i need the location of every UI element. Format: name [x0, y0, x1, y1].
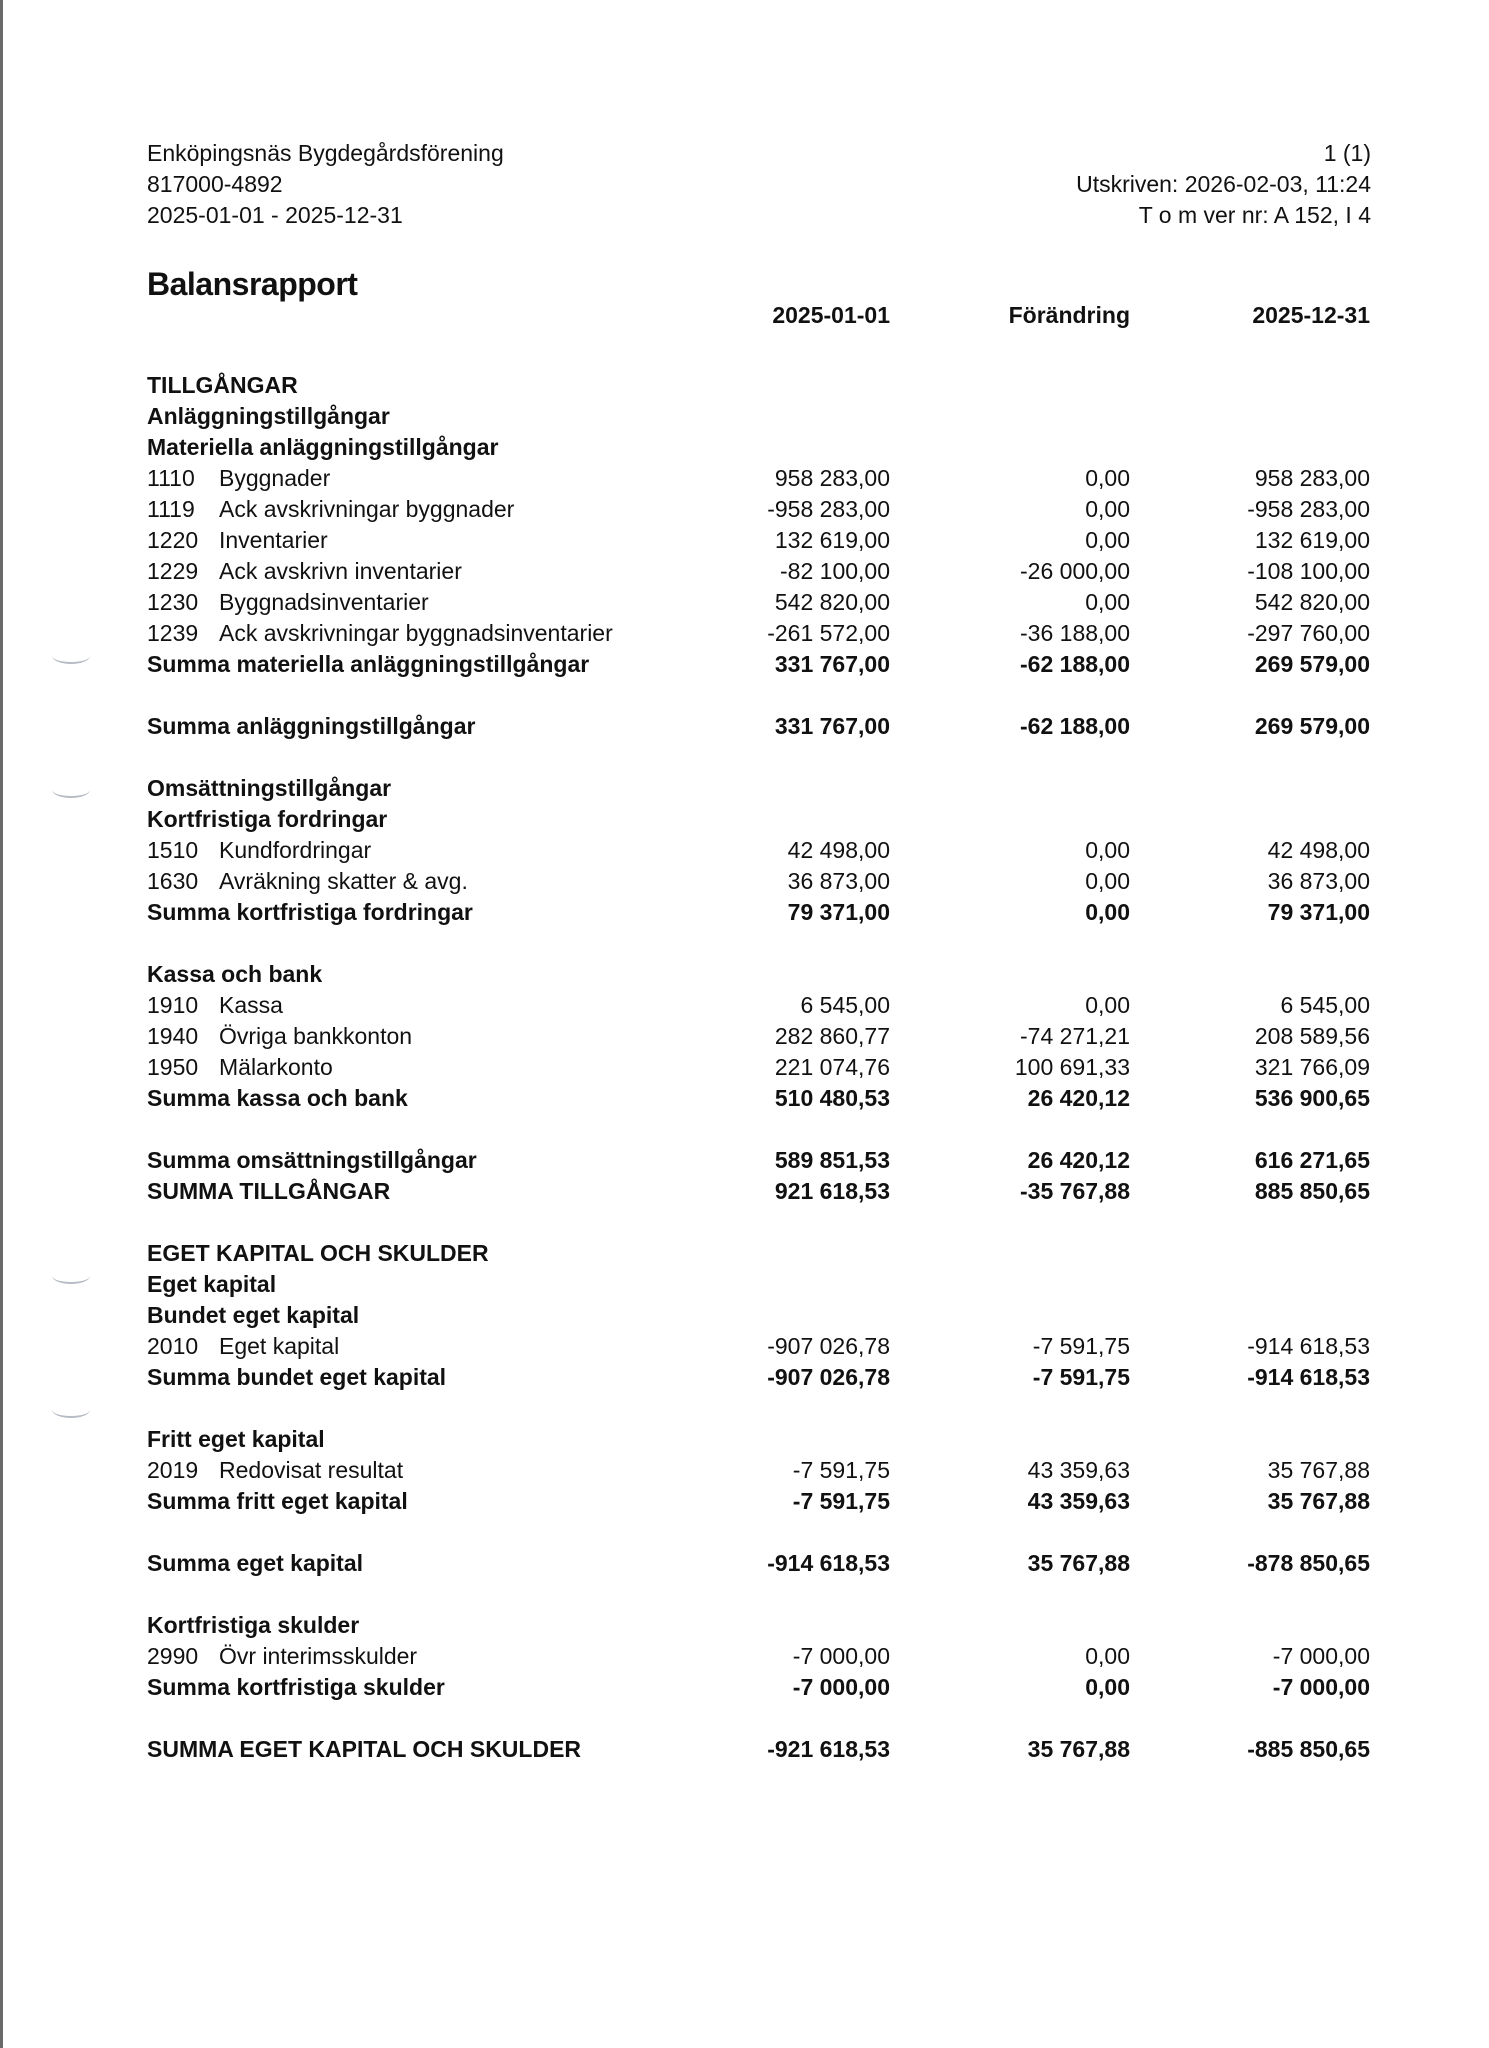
account-number: 1950 [147, 1054, 199, 1080]
row-label: Summa eget kapital [147, 1550, 364, 1576]
account-row [147, 1021, 1370, 1052]
account-row [147, 587, 1370, 618]
value-change: -74 271,21 [1020, 1023, 1130, 1049]
row-label [147, 525, 328, 556]
row-label [147, 990, 283, 1021]
value-closing: -914 618,53 [1247, 1364, 1370, 1390]
value-change: 0,00 [1085, 465, 1130, 491]
account-number: 1229 [147, 558, 199, 584]
row-label: Summa materiella anläggningstillgångar [147, 651, 590, 677]
value-change: 0,00 [1085, 527, 1130, 553]
value-opening: -7 000,00 [792, 1643, 890, 1669]
value-opening: 42 498,00 [787, 837, 890, 863]
sum-row [147, 1083, 1370, 1114]
row-spacer [147, 1114, 1370, 1145]
value-change: 0,00 [1085, 496, 1130, 522]
value-closing: -7 000,00 [1272, 1643, 1370, 1669]
value-opening: -7 591,75 [792, 1488, 890, 1514]
row-label [147, 1455, 403, 1486]
account-row [147, 463, 1370, 494]
value-closing: 208 589,56 [1254, 1023, 1370, 1049]
row-label: EGET KAPITAL OCH SKULDER [147, 1240, 489, 1266]
value-closing: -958 283,00 [1247, 496, 1370, 522]
account-name: Ack avskrivningar byggnadsinventarier [219, 620, 613, 646]
value-closing: 542 820,00 [1254, 589, 1370, 615]
account-number: 1119 [147, 496, 195, 522]
row-label: SUMMA TILLGÅNGAR [147, 1178, 391, 1204]
section-heading-row [147, 1269, 1370, 1300]
value-closing: 616 271,65 [1254, 1147, 1370, 1173]
document-header-left [147, 138, 504, 231]
value-closing: 6 545,00 [1280, 992, 1370, 1018]
sum-row [147, 1734, 1370, 1765]
value-closing: -7 000,00 [1272, 1674, 1370, 1700]
value-change: 100 691,33 [1014, 1054, 1130, 1080]
value-change: 0,00 [1085, 837, 1130, 863]
row-spacer [147, 680, 1370, 711]
value-opening: 36 873,00 [787, 868, 890, 894]
value-opening: 6 545,00 [800, 992, 890, 1018]
punch-hole-mark [52, 648, 90, 664]
sum-row [147, 1176, 1370, 1207]
value-closing: 321 766,09 [1254, 1054, 1370, 1080]
value-opening: -7 000,00 [792, 1674, 890, 1700]
account-row [147, 1641, 1370, 1672]
value-closing: 958 283,00 [1254, 465, 1370, 491]
account-name: Mälarkonto [219, 1054, 333, 1080]
value-closing: -885 850,65 [1247, 1736, 1370, 1762]
row-spacer [147, 1393, 1370, 1424]
value-change: -26 000,00 [1020, 558, 1130, 584]
account-number: 1940 [147, 1023, 199, 1049]
account-number: 1230 [147, 589, 199, 615]
sum-row [147, 649, 1370, 680]
value-closing: 36 873,00 [1267, 868, 1370, 894]
value-opening: 542 820,00 [774, 589, 890, 615]
sum-row [147, 897, 1370, 928]
value-opening: -914 618,53 [767, 1550, 890, 1576]
account-number: 1510 [147, 837, 199, 863]
value-closing: -878 850,65 [1247, 1550, 1370, 1576]
section-heading-row [147, 773, 1370, 804]
value-change: 0,00 [1085, 1674, 1130, 1700]
account-name: Kundfordringar [219, 837, 372, 863]
account-row [147, 1052, 1370, 1083]
account-name: Byggnader [219, 465, 331, 491]
page-number: 1 (1) [1323, 140, 1371, 166]
row-label: Anläggningstillgångar [147, 403, 390, 429]
balance-table [147, 370, 1370, 1765]
sum-row [147, 1362, 1370, 1393]
value-opening: 132 619,00 [774, 527, 890, 553]
sum-row [147, 1672, 1370, 1703]
value-change: 35 767,88 [1027, 1550, 1130, 1576]
row-label [147, 1641, 417, 1672]
punch-hole-mark [52, 782, 90, 798]
value-change: 0,00 [1085, 899, 1130, 925]
punch-hole-mark [52, 1402, 90, 1418]
row-label [147, 556, 462, 587]
row-label [147, 1021, 412, 1052]
value-change: 26 420,12 [1027, 1085, 1130, 1111]
account-number: 2019 [147, 1457, 199, 1483]
account-number: 1239 [147, 620, 199, 646]
sum-row [147, 1145, 1370, 1176]
account-number: 2990 [147, 1643, 199, 1669]
row-label: Kortfristiga skulder [147, 1612, 360, 1638]
row-spacer [147, 1703, 1370, 1734]
row-label: Bundet eget kapital [147, 1302, 360, 1328]
account-name: Redovisat resultat [219, 1457, 404, 1483]
account-name: Byggnadsinventarier [219, 589, 429, 615]
value-closing: 269 579,00 [1254, 651, 1370, 677]
value-opening: -958 283,00 [767, 496, 890, 522]
account-name: Ack avskrivningar byggnader [219, 496, 515, 522]
row-spacer [147, 742, 1370, 773]
punch-hole-mark [52, 1268, 90, 1284]
row-label [147, 1052, 333, 1083]
row-label: Eget kapital [147, 1271, 277, 1297]
value-change: -62 188,00 [1020, 713, 1130, 739]
value-opening: 958 283,00 [774, 465, 890, 491]
value-change: 26 420,12 [1027, 1147, 1130, 1173]
value-closing: 35 767,88 [1267, 1457, 1370, 1483]
account-row [147, 494, 1370, 525]
row-label: TILLGÅNGAR [147, 372, 298, 398]
row-label: SUMMA EGET KAPITAL OCH SKULDER [147, 1736, 582, 1762]
row-label: Summa kassa och bank [147, 1085, 408, 1111]
account-number: 1910 [147, 992, 199, 1018]
section-heading-row [147, 1238, 1370, 1269]
value-change: 43 359,63 [1027, 1488, 1130, 1514]
column-header-closing: 2025-12-31 [1252, 302, 1370, 328]
scan-page-edge [0, 0, 3, 2048]
account-row [147, 525, 1370, 556]
value-opening: 331 767,00 [774, 713, 890, 739]
row-spacer [147, 1207, 1370, 1238]
row-label: Omsättningstillgångar [147, 775, 392, 801]
value-change: -62 188,00 [1020, 651, 1130, 677]
account-row [147, 866, 1370, 897]
row-label: Summa kortfristiga fordringar [147, 899, 473, 925]
value-closing: 269 579,00 [1254, 713, 1370, 739]
account-name: Avräkning skatter & avg. [219, 868, 468, 894]
account-row [147, 1331, 1370, 1362]
row-label [147, 587, 429, 618]
account-number: 1220 [147, 527, 199, 553]
row-label [147, 866, 468, 897]
value-change: 43 359,63 [1027, 1457, 1130, 1483]
value-closing: 35 767,88 [1267, 1488, 1370, 1514]
account-number: 2010 [147, 1333, 199, 1359]
value-opening: 589 851,53 [774, 1147, 890, 1173]
sum-row [147, 1486, 1370, 1517]
section-heading-row [147, 370, 1370, 401]
document-header-right [1076, 138, 1371, 231]
row-label [147, 494, 514, 525]
account-name: Kassa [219, 992, 283, 1018]
value-opening: -261 572,00 [767, 620, 890, 646]
value-closing: 79 371,00 [1267, 899, 1370, 925]
org-number: 817000-4892 [147, 171, 283, 197]
account-number: 1630 [147, 868, 199, 894]
report-period: 2025-01-01 - 2025-12-31 [147, 202, 403, 228]
account-row [147, 990, 1370, 1021]
value-closing: 42 498,00 [1267, 837, 1370, 863]
account-row [147, 618, 1370, 649]
version-number: T o m ver nr: A 152, I 4 [1138, 202, 1371, 228]
row-label [147, 835, 371, 866]
row-label [147, 1331, 339, 1362]
row-label [147, 618, 613, 649]
section-heading-row [147, 401, 1370, 432]
value-opening: 79 371,00 [787, 899, 890, 925]
value-change: -36 188,00 [1020, 620, 1130, 646]
value-closing: -297 760,00 [1247, 620, 1370, 646]
value-opening: 282 860,77 [774, 1023, 890, 1049]
account-row [147, 1455, 1370, 1486]
printed-timestamp: Utskriven: 2026-02-03, 11:24 [1076, 171, 1371, 197]
value-change: 35 767,88 [1027, 1736, 1130, 1762]
row-label: Kortfristiga fordringar [147, 806, 388, 832]
account-name: Övriga bankkonton [219, 1023, 413, 1049]
row-label: Fritt eget kapital [147, 1426, 325, 1452]
sum-row [147, 1548, 1370, 1579]
value-closing: -914 618,53 [1247, 1333, 1370, 1359]
account-name: Inventarier [219, 527, 328, 553]
value-opening: 331 767,00 [774, 651, 890, 677]
row-label: Summa omsättningstillgångar [147, 1147, 477, 1173]
row-spacer [147, 928, 1370, 959]
value-opening: 510 480,53 [774, 1085, 890, 1111]
value-opening: -907 026,78 [767, 1333, 890, 1359]
value-change: 0,00 [1085, 589, 1130, 615]
value-closing: 885 850,65 [1254, 1178, 1370, 1204]
section-heading-row [147, 959, 1370, 990]
section-heading-row [147, 1424, 1370, 1455]
row-label: Summa bundet eget kapital [147, 1364, 447, 1390]
value-change: 0,00 [1085, 868, 1130, 894]
section-heading-row [147, 432, 1370, 463]
account-name: Ack avskrivn inventarier [219, 558, 462, 584]
row-spacer [147, 1517, 1370, 1548]
column-header-change: Förändring [1008, 302, 1130, 328]
section-heading-row [147, 804, 1370, 835]
account-name: Övr interimsskulder [219, 1643, 418, 1669]
value-opening: -907 026,78 [767, 1364, 890, 1390]
account-name: Eget kapital [219, 1333, 340, 1359]
column-header-opening: 2025-01-01 [772, 302, 890, 328]
value-opening: -921 618,53 [767, 1736, 890, 1762]
row-label: Summa kortfristiga skulder [147, 1674, 445, 1700]
company-name: Enköpingsnäs Bygdegårdsförening [147, 140, 504, 166]
section-heading-row [147, 1610, 1370, 1641]
row-label: Summa anläggningstillgångar [147, 713, 476, 739]
account-number: 1110 [147, 465, 195, 491]
value-closing: -108 100,00 [1247, 558, 1370, 584]
row-label: Materiella anläggningstillgångar [147, 434, 499, 460]
value-opening: -82 100,00 [780, 558, 890, 584]
value-change: 0,00 [1085, 1643, 1130, 1669]
value-closing: 536 900,65 [1254, 1085, 1370, 1111]
row-label: Summa fritt eget kapital [147, 1488, 408, 1514]
value-opening: 921 618,53 [774, 1178, 890, 1204]
account-row [147, 835, 1370, 866]
row-spacer [147, 1579, 1370, 1610]
report-title: Balansrapport [147, 266, 358, 302]
value-change: -7 591,75 [1032, 1364, 1130, 1390]
value-opening: 221 074,76 [774, 1054, 890, 1080]
section-heading-row [147, 1300, 1370, 1331]
value-change: -7 591,75 [1032, 1333, 1130, 1359]
value-change: -35 767,88 [1020, 1178, 1130, 1204]
value-opening: -7 591,75 [792, 1457, 890, 1483]
account-row [147, 556, 1370, 587]
value-closing: 132 619,00 [1254, 527, 1370, 553]
value-change: 0,00 [1085, 992, 1130, 1018]
row-label: Kassa och bank [147, 961, 323, 987]
row-label [147, 463, 330, 494]
sum-row [147, 711, 1370, 742]
